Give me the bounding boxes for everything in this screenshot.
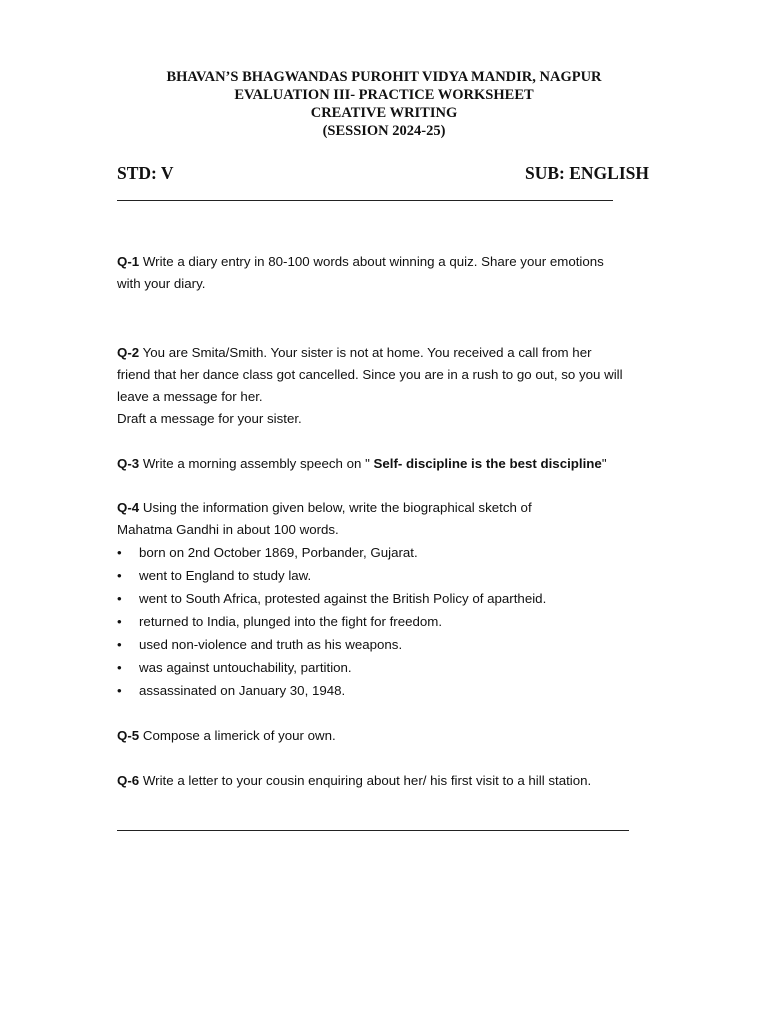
question-6-number: Q-6 (117, 773, 140, 788)
question-6-text: Write a letter to your cousin enquiring about her/ his first visit to a hill station. (139, 773, 592, 788)
school-name: BHAVAN’S BHAGWANDAS PUROHIT VIDYA MANDIR, NAGPUR (166, 69, 602, 85)
question-4 (117, 497, 657, 702)
worksheet-header (0, 68, 768, 140)
bullet-icon: • (117, 591, 122, 606)
bullet-icon: • (117, 614, 122, 629)
question-5-text: Compose a limerick of your own. (139, 728, 336, 743)
question-3-number: Q-3 (117, 456, 140, 471)
bullet-icon: • (117, 545, 122, 560)
bullet-icon: • (117, 568, 122, 583)
question-2-text-line3: leave a message for her. (117, 389, 263, 404)
session-label: (SESSION 2024-25) (322, 123, 446, 139)
list-item: • was against untouchability, partition. (117, 656, 657, 679)
bullet-icon: • (117, 637, 122, 652)
list-item: • assassinated on January 30, 1948. (117, 679, 657, 702)
question-3-text: Write a morning assembly speech on " (139, 456, 374, 471)
top-divider (117, 200, 613, 201)
bullet-icon: • (117, 660, 122, 675)
question-5-number: Q-5 (117, 728, 140, 743)
question-6 (117, 770, 657, 792)
bottom-divider (117, 830, 629, 831)
list-item: • used non-violence and truth as his weapons. (117, 633, 657, 656)
bullet-icon: • (117, 683, 122, 698)
question-3 (117, 453, 657, 475)
list-item: • went to South Africa, protested against the British Policy of apartheid. (117, 587, 657, 610)
question-3-closing-quote: " (601, 456, 607, 471)
question-1 (117, 251, 657, 295)
question-4-text-line2: Mahatma Gandhi in about 100 words. (117, 522, 339, 537)
subject-label: SUB: ENGLISH (525, 163, 649, 183)
gandhi-facts-list (117, 541, 657, 702)
list-item: • went to England to study law. (117, 564, 657, 587)
question-1-text: Write a diary entry in 80-100 words about winning a quiz. Share your emotions (139, 254, 604, 269)
question-4-text: Using the information given below, write the biographical sketch of (139, 500, 532, 515)
question-5 (117, 725, 657, 747)
question-1-number: Q-1 (117, 254, 140, 269)
question-4-number: Q-4 (117, 500, 140, 515)
worksheet-subject-title: CREATIVE WRITING (310, 105, 458, 121)
question-2-text-line4: Draft a message for your sister. (117, 411, 302, 426)
question-2-text: You are Smita/Smith. Your sister is not at home. You received a call from her (139, 345, 592, 360)
question-1-text-line2: with your diary. (117, 276, 206, 291)
question-3-topic: Self- discipline is the best discipline (373, 456, 602, 471)
evaluation-title: EVALUATION III- PRACTICE WORKSHEET (234, 87, 534, 103)
question-2 (117, 342, 657, 430)
question-2-text-line2: friend that her dance class got cancelled. Since you are in a rush to go out, so you will (117, 367, 623, 382)
question-2-number: Q-2 (117, 345, 140, 360)
list-item: • returned to India, plunged into the fight for freedom. (117, 610, 657, 633)
list-item: • born on 2nd October 1869, Porbander, Gujarat. (117, 541, 657, 564)
std-label: STD: V (117, 163, 174, 183)
